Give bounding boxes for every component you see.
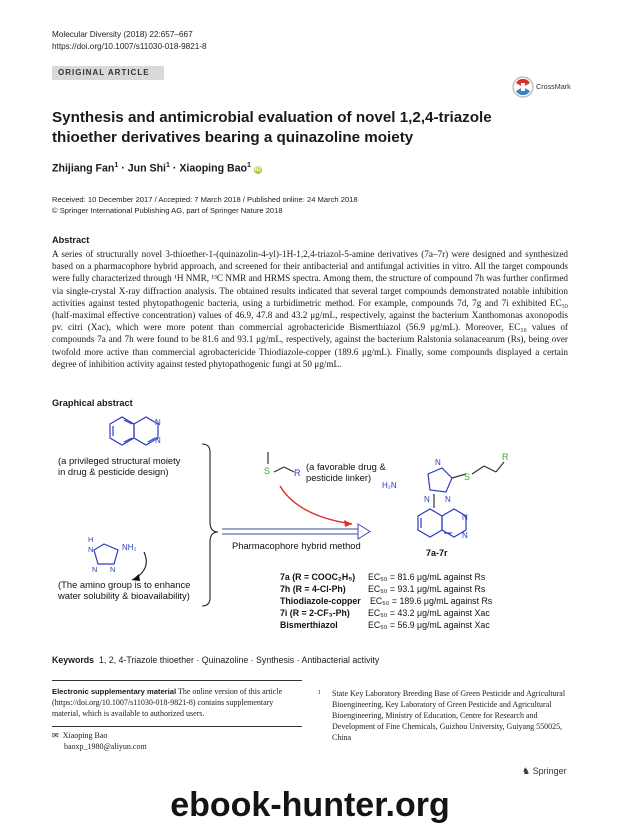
keywords-label: Keywords	[52, 655, 95, 665]
hybrid-arrow	[222, 524, 370, 539]
linker-note: (a favorable drug &	[306, 461, 386, 472]
result-value: EC₅₀ = 81.6 μg/mL against Rs	[368, 572, 486, 582]
affiliation-text: State Key Laboratory Breeding Base of Green Pesticide and Agricultural Bioengineering, Key Laboratory of Green Pesticide and Agricultural Bioengineering, Ministry of Education, Centre for Research and Development of Fine Chemicals, Guizhou University, Guiyang 550025, China	[332, 689, 566, 742]
author-affil-sup: 1	[166, 162, 170, 169]
result-compound: 7a (R = COOC₂H₅)	[280, 572, 356, 582]
atom-label: N	[155, 418, 161, 427]
red-arrow	[280, 486, 352, 524]
affiliation-number: 1	[318, 690, 321, 696]
result-value: EC₅₀ = 56.9 μg/mL against Xac	[368, 620, 490, 630]
method-label: Pharmacophore hybrid method	[232, 540, 361, 551]
atom-label: H₂N	[382, 481, 397, 490]
abstract-text: A series of structurally novel 3-thioether-1-(quinazolin-4-yl)-1H-1,2,4-triazol-5-amine derivatives (7a–7r) were designed and synthesized based on a pharmacophore hybrid approach, and screened for their antibacterial and antifungal activities in vitro. All the target compounds were fully characterized through ¹H NMR, ¹³C NMR and HRMS spectra. Among them, the structure of compound 7h was further confirmed via single-crystal X-ray diffraction analysis. The obtained results indicated that several target compounds demonstrated notable inhibition activities against tested phytopathogenic bacteria, using a turbidimetric method. For example, compounds 7d, 7g and 7i exhibited EC₅₀ (half-maximal effective concentration) values of 46.9, 47.8 and 43.2 μg/mL, respectively, against the bacterium Xanthomonas axonopodis pv. citri (Xac), which were more potent than commercial agrobactericide Bismerthiazol (56.9 μg/mL). Moreover, EC₅₀ values of compounds 7a and 7h were found to be 81.6 and 93.1 μg/mL, respectively, against the bacterium Ralstonia solanacearum (Rs), being over twofold more active than commercial agrobactericide Thiodiazole-copper (189.6 μg/mL). Finally, some compounds displayed a certain degree of inhibition activity against tested phytopathogenic fungi at 50 μg/mL.	[52, 249, 568, 369]
atom-label: N	[92, 565, 98, 574]
atom-label: S	[264, 466, 271, 476]
moiety-note: (a privileged structural moiety	[58, 455, 181, 466]
esm-label: Electronic supplementary material	[52, 687, 177, 696]
result-compound: 7i (R = 2-CF₃-Ph)	[280, 608, 350, 618]
orcid-icon[interactable]: iD	[254, 166, 261, 173]
atom-label: N	[435, 458, 441, 467]
watermark-text[interactable]: ebook-hunter.org	[170, 786, 450, 824]
footnote-divider	[52, 680, 302, 681]
author-list	[52, 162, 262, 175]
atom-label: N	[110, 565, 116, 574]
atom-label: NH₂	[122, 543, 137, 552]
atom-label: N	[462, 531, 468, 540]
esm-note	[52, 686, 302, 719]
affiliation	[318, 688, 568, 743]
atom-label: N	[445, 495, 451, 504]
linker-note: pesticide linker)	[306, 472, 372, 483]
publisher-name: Springer	[532, 766, 567, 776]
atom-label: N	[424, 495, 430, 504]
atom-label: N	[88, 545, 94, 554]
grouping-brace	[202, 444, 218, 606]
author-affil-sup: 1	[114, 162, 119, 169]
corresponding-email[interactable]: baoxp_1980@aliyun.com	[64, 742, 147, 751]
corresponding-author	[52, 730, 147, 752]
article-type-label: ORIGINAL ARTICLE	[52, 66, 164, 80]
corresponding-name: Xiaoping Bao	[62, 731, 108, 740]
moiety-note: in drug & pesticide design)	[58, 466, 169, 477]
keywords	[52, 655, 379, 665]
atom-label: N	[155, 436, 161, 445]
product-label: 7a-7r	[426, 548, 448, 558]
copyright-line: © Springer International Publishing AG, part of Springer Nature 2018	[52, 206, 283, 215]
result-compound: Thiodiazole-copper	[280, 596, 361, 606]
result-value: EC₅₀ = 189.6 μg/mL against Rs	[370, 596, 493, 606]
author-separator: ·	[172, 162, 177, 175]
graphical-abstract-heading: Graphical abstract	[52, 398, 133, 408]
atom-label: N	[462, 513, 468, 522]
author-name[interactable]: Zhijiang Fan	[52, 162, 115, 175]
dates-line: Received: 10 December 2017 / Accepted: 7 March 2018 / Published online: 24 March 2018	[52, 195, 358, 204]
amino-note: (The amino group is to enhance	[58, 579, 191, 590]
result-value: EC₅₀ = 93.1 μg/mL against Rs	[368, 584, 486, 594]
graphical-abstract-figure	[52, 412, 568, 648]
aminotriazole-structure	[94, 544, 118, 564]
result-value: EC₅₀ = 43.2 μg/mL against Xac	[368, 608, 490, 618]
thioether-linker-structure	[268, 452, 294, 472]
result-compound: 7h (R = 4-Cl-Ph)	[280, 584, 346, 594]
amino-note: water solubility & bioavailability)	[58, 590, 190, 601]
doi-link[interactable]: https://doi.org/10.1007/s11030-018-9821-8	[52, 42, 207, 51]
author-affil-sup: 1	[247, 162, 251, 169]
atom-label: H	[88, 535, 94, 544]
author-name[interactable]: Jun Shi	[127, 162, 166, 175]
springer-horse-icon: ♞	[522, 766, 531, 776]
author-separator: ·	[121, 162, 125, 175]
result-compound: Bismerthiazol	[280, 620, 338, 630]
results-table	[280, 572, 493, 630]
atom-label: S	[464, 472, 471, 482]
atom-label: R	[502, 452, 509, 462]
publication-dates	[52, 194, 358, 216]
crossmark-badge[interactable]	[511, 74, 571, 102]
product-structure	[418, 462, 504, 537]
footnote-divider	[52, 726, 302, 727]
author-name[interactable]: Xiaoping Bao	[179, 162, 248, 175]
atom-label: R	[294, 468, 301, 478]
article-title: Synthesis and antimicrobial evaluation of novel 1,2,4-triazole thioether derivatives bearing a quinazoline moiety	[52, 109, 492, 146]
publisher-logo	[522, 766, 567, 777]
red-arrow-head	[344, 520, 352, 527]
keywords-text: 1, 2, 4-Triazole thioether · Quinazoline · Synthesis · Antibacterial activity	[98, 655, 380, 665]
journal-citation: Molecular Diversity (2018) 22:657–667	[52, 30, 193, 39]
crossmark-label: CrossMark	[536, 82, 571, 91]
envelope-icon: ✉	[52, 731, 59, 740]
esm-text: The online version of this article (https://doi.org/10.1007/s11030-018-9821-8) contains supplementary material, which is available to authorized users.	[52, 687, 283, 718]
abstract-heading: Abstract	[52, 235, 90, 245]
quinazoline-structure	[110, 417, 158, 445]
